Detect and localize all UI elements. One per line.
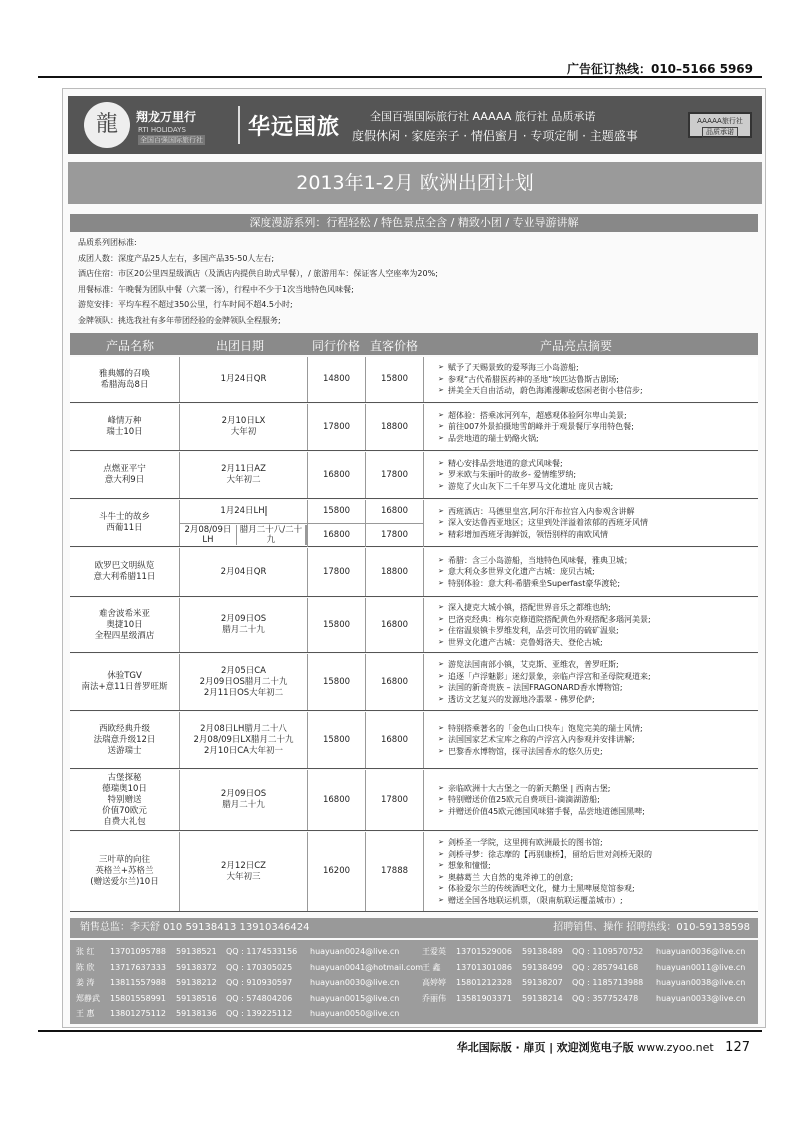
product-name[interactable] [70, 357, 180, 402]
highlight-item: ➢ 深入安达鲁西亚地区；这里到处洋溢着浓郁的西班牙风情 [438, 517, 648, 529]
contact-qq: QQ : 357752478 [572, 993, 639, 1003]
agency-name: 华远国旅 [248, 115, 341, 140]
badge-line-1: AAAAA旅行社 [697, 117, 743, 125]
product-name-line: 价值70欧元 [102, 805, 147, 816]
highlights-list [438, 837, 652, 906]
highlights-cell [424, 832, 758, 911]
highlight-item: ➢ 透访文艺复兴的发源地冷翡翠 - 佛罗伦萨; [438, 694, 651, 706]
departure-date-line: 大年初 [230, 427, 257, 437]
departure-date-text [221, 861, 266, 883]
product-name-line: 意大利希腊11日 [93, 572, 156, 582]
contact-mobile[interactable]: 15801212328 [456, 978, 512, 987]
product-name[interactable] [70, 548, 180, 596]
product-name-line: 三叶草的向往 [98, 855, 150, 865]
highlights-list [438, 783, 645, 818]
highlight-item: ➢ 体验爱尔兰的传统酒吧文化，健力士黑啤展览馆参观; [438, 883, 652, 895]
direct-price: 15800 [366, 357, 424, 402]
contact-qq: QQ : 1185713988 [572, 978, 644, 987]
highlight-item: ➢ 参观“古代希腊医药神的圣地”埃匹达鲁斯古剧场; [438, 374, 643, 386]
header-departure-date: 出团日期 [216, 339, 265, 353]
product-name-line: 德瑞奥10日 [102, 783, 147, 794]
peer-price: 16800 [308, 524, 366, 548]
direct-price: 17888 [366, 832, 424, 911]
departure-date-text [180, 525, 307, 545]
product-name-line: 希腊海岛8日 [100, 379, 149, 390]
departure-date-line: 大年初三 [226, 871, 261, 882]
contact-phone: 59138212 [176, 978, 217, 987]
highlights-list [438, 458, 613, 493]
highlight-item: ➢ 精彩增加西班牙海鲜饭，领悟别样的南欧风情 [438, 529, 648, 541]
feature-line: 游览安排：平均车程不超过350公里，行车时间不超4.5小时; [78, 300, 293, 309]
departure-date-line: 大年初二 [226, 475, 261, 485]
slogan-line-2: 度假休闲 · 家庭亲子 · 情侣蜜月 · 专项定制 · 主题盛事 [352, 129, 638, 143]
highlights-cell [424, 598, 758, 652]
highlight-item: ➢ 亲临欧洲十大古堡之一的新天鹅堡 | 西南古堡; [438, 783, 645, 795]
departure-date-line: 腊月二十九 [222, 800, 265, 810]
contact-email[interactable]: huayuan0033@live.cn [656, 993, 746, 1003]
product-name-line: 奥捷10日 [106, 619, 143, 630]
page-number: 127 [725, 1040, 750, 1055]
footer-separator: | [549, 1041, 554, 1054]
departure-date-text [221, 567, 267, 578]
peer-price: 17800 [308, 404, 366, 450]
departure-date [180, 712, 308, 768]
sales-director: 销售总监：李天舒 010 59138413 13910346424 [80, 922, 310, 933]
departure-date-text [221, 789, 266, 811]
highlight-item: ➢ 超体验：搭乘冰河列车，超感观体验阿尔卑山美景; [438, 410, 634, 422]
contact-entry [70, 991, 399, 1007]
product-name[interactable] [70, 770, 180, 830]
highlight-item: ➢ 西班酒店：马德里皇宫,阿尔汗布拉宫入内参观含讲解 [438, 506, 648, 518]
contact-entry [70, 975, 399, 991]
highlight-item: ➢ 希腊：含三小岛游船，当地特色风味餐，雅典卫城； [438, 555, 632, 567]
product-name-line: 斗牛士的故乡 [98, 512, 150, 522]
header-peer-price: 同行价格 [312, 339, 361, 353]
contact-email[interactable]: huayuan0030@live.cn [310, 978, 400, 987]
departure-date-text [221, 614, 266, 636]
product-name-text [99, 512, 150, 534]
departure-date-line: 2月09日OS [220, 614, 267, 624]
contact-qq: QQ : 139225112 [226, 1009, 293, 1018]
highlights-cell [424, 548, 758, 596]
contact-email[interactable]: huayuan0024@live.cn [310, 947, 400, 956]
edition-label: 华北国际版 · 扉页 [456, 1041, 546, 1054]
table-row [70, 770, 758, 831]
product-name[interactable] [70, 832, 180, 911]
recruit-hotline: 招聘销售、操作 招聘热线：010-59138598 [553, 922, 750, 933]
contact-phone: 59138521 [176, 947, 217, 956]
product-name-line: 全程四星级酒店 [94, 630, 155, 641]
highlights-cell [424, 654, 758, 710]
contact-email[interactable]: huayuan0011@live.cn [656, 962, 746, 972]
departure-date-text [194, 724, 294, 757]
contact-email[interactable]: huayuan0036@live.cn [656, 947, 746, 956]
departure-date-line: 2月10日LX [221, 416, 266, 426]
table-row [70, 598, 758, 653]
departure-date-text [221, 464, 266, 486]
highlights-cell [424, 357, 758, 402]
table-row [70, 832, 758, 912]
product-name-line: 西欧经典升级 [98, 723, 150, 734]
departure-date-line: 1月24日LH [220, 506, 265, 517]
welcome-text: 欢迎浏览电子版 [556, 1041, 634, 1054]
badge-line-2: 品质承诺 [702, 127, 738, 138]
highlight-item: ➢ 并赠送价值45欧元德国风味猪手餐，品尝地道德国黑啤; [438, 806, 645, 818]
direct-price: 18800 [366, 548, 424, 596]
contact-mobile[interactable]: 13701301086 [456, 962, 512, 972]
highlight-item: ➢ 意大利众多世界文化遗产古城：庞贝古城; [438, 566, 632, 578]
direct-price: 17800 [366, 770, 424, 830]
departure-date-line: 2月08/09日LH [180, 525, 237, 545]
product-name-line: 点燃亚平宁 [103, 464, 146, 474]
direct-price: 16800 [366, 712, 424, 768]
departure-date [180, 654, 308, 710]
highlights-list [438, 723, 643, 758]
feature-line: 酒店住宿：市区20公里四星级酒店（及酒店内提供自助式早餐），/ 旅游用车：保证客人空座率为20%; [78, 269, 438, 278]
product-name-line: 古堡探秘 [107, 772, 142, 783]
contact-phone: 59138136 [176, 1009, 217, 1018]
highlight-item: ➢ 游览法国南部小镇，艾克斯、亚维农，普罗旺斯; [438, 659, 651, 671]
departure-date [180, 770, 308, 830]
product-name-line: 意大利9日 [104, 475, 145, 485]
highlights-list [438, 362, 643, 397]
agency-banner [68, 96, 762, 154]
peer-price: 14800 [308, 357, 366, 402]
banner-divider [238, 106, 240, 144]
departure-date-line: 2月11日OS大年初二 [203, 687, 284, 698]
product-name-text [82, 671, 168, 693]
departure-date [180, 598, 308, 652]
highlight-item: ➢ 罗米欧与朱丽叶的故乡- 爱情维罗纳; [438, 469, 613, 481]
direct-price: 18800 [366, 404, 424, 450]
direct-price: 16800 [366, 500, 424, 523]
peer-price: 16200 [308, 832, 366, 911]
contact-phone: 59138207 [522, 978, 563, 987]
peer-price: 16800 [308, 770, 366, 830]
departure-date [180, 452, 308, 498]
contact-email[interactable]: huayuan0015@live.cn [310, 993, 400, 1003]
contact-name: 张 红 [76, 947, 95, 956]
contact-phone: 59138516 [176, 993, 217, 1003]
departure-date-line: 2月09日OS [220, 789, 267, 799]
departure-date-line: 2月08日LH腊月二十八 [200, 723, 287, 734]
peer-price: 15800 [308, 598, 366, 652]
dragon-logo-icon: 龍 [84, 102, 130, 148]
contact-mobile[interactable]: 13581903371 [456, 993, 512, 1003]
contact-qq: QQ : 1109570752 [572, 947, 644, 956]
product-name-text [94, 561, 156, 583]
highlight-item: ➢ 世界文化遗产古城：克鲁姆洛夫、登伦古城; [438, 637, 651, 649]
direct-price: 17800 [366, 452, 424, 498]
highlight-item: ➢ 追逐「卢浮魅影」迷幻景象，亲临卢浮宫和圣母院观道来; [438, 671, 651, 683]
departure-date [180, 832, 308, 911]
highlight-item: ➢ 剑桥寻梦：徐志摩的【再别康桥】，留给后世对剑桥无限的 [438, 849, 652, 861]
contact-qq: QQ : 910930597 [226, 978, 293, 987]
feature-line: 品质系列团标准: [78, 238, 137, 247]
product-name-line: 欧罗巴文明纵览 [94, 561, 155, 571]
departure-date-line: 2月09日OS腊月二十九 [199, 676, 288, 687]
top-divider [38, 76, 762, 78]
departure-date-line: 腊月二十九 [222, 625, 265, 635]
direct-price: 16800 [366, 598, 424, 652]
product-name-text [102, 773, 147, 828]
product-name-line: 雅典娜的召唤 [98, 368, 150, 379]
product-name-line: 西葡11日 [106, 523, 143, 533]
departure-date-text [222, 416, 266, 438]
product-name[interactable] [70, 598, 180, 652]
contact-name: 姜 涛 [76, 978, 95, 987]
highlights-list [438, 555, 632, 590]
date-price-subrow [180, 524, 424, 548]
ad-hotline: 广告征订热线：010–5166 5969 [566, 62, 753, 76]
highlights-cell [424, 712, 758, 768]
highlight-item: ➢ 赠送全国各地联运机票，（限南航联运覆盖城市）; [438, 895, 652, 907]
contact-phone: 59138214 [522, 993, 563, 1003]
site-url[interactable]: www.zyoo.net [637, 1041, 714, 1054]
direct-price: 17800 [366, 524, 424, 548]
highlight-item: ➢ 法国国家艺术宝库之称的卢浮宫入内参观并安排讲解; [438, 734, 643, 746]
contact-qq: QQ : 574804206 [226, 993, 293, 1003]
product-name-line: 自费大礼包 [103, 816, 146, 827]
contact-entry [416, 960, 745, 976]
peer-price: 15800 [308, 712, 366, 768]
departure-date-line: 2月10日CA大年初一 [204, 745, 283, 756]
highlight-item: ➢ 特别赠送价值25欧元自费项目-滴滴湖游船; [438, 794, 645, 806]
highlight-item: ➢ 法国的新奇贵族 – 法国FRAGONARD香水博物馆; [438, 682, 651, 694]
series-subtitle: 深度漫游系列：行程轻松 / 特色景点全含 / 精致小团 / 专业导游讲解 [70, 214, 758, 232]
highlight-item: ➢ 巴黎香水博物馆，探寻法国香水的悠久历史; [438, 746, 643, 758]
contact-entry [416, 944, 745, 960]
table-row [70, 404, 758, 451]
product-name-text [106, 416, 142, 438]
aaaaa-badge [688, 112, 752, 138]
departure-date-line: 2月11日AZ [221, 464, 266, 474]
product-name[interactable] [70, 452, 180, 498]
contact-mobile[interactable]: 13701529006 [456, 947, 512, 956]
contact-entry [416, 991, 745, 1007]
feature-line: 金牌领队：挑选我社有多年带团经验的金牌领队全程服务; [78, 315, 281, 325]
direct-price: 16800 [366, 654, 424, 710]
date-price-subrow [180, 500, 424, 524]
departure-date-line: 2月04日QR [220, 566, 267, 577]
sales-bar [70, 918, 758, 938]
peer-price: 15800 [308, 654, 366, 710]
table-row [70, 357, 758, 403]
highlights-cell [424, 452, 758, 498]
contact-entry [70, 1006, 399, 1022]
product-name-text [94, 724, 156, 757]
departure-date [180, 500, 308, 523]
highlight-item: ➢ 巴洛克经典：梅尔克修道院搭配黄色外观搭配多瑙河美景; [438, 614, 651, 626]
departure-date-line: 腊月二十八/二十九 [237, 525, 306, 545]
departure-date [180, 357, 308, 402]
departure-date-line: 1月24日QR [220, 374, 267, 384]
departure-date-line: 2月12日CZ [221, 860, 266, 871]
feature-line: 用餐标准：午晚餐为团队中餐（六菜一汤），行程中不少于1次当地特色风味餐; [78, 284, 354, 294]
highlight-item: ➢ 特别体验：意大利-希腊乘坐Superfast豪华渡轮; [438, 578, 632, 590]
departure-date [180, 524, 308, 548]
highlight-item: ➢ 精心安排品尝地道的意式风味餐; [438, 458, 613, 470]
highlight-item: ➢ 拼美全天自由活动，蔚色海滩漫聊或悠闲老街小巷信步; [438, 385, 643, 397]
peer-price: 15800 [308, 500, 366, 523]
departure-date [180, 404, 308, 450]
product-name-line: 瑞士10日 [106, 427, 143, 437]
contact-directory [70, 940, 758, 1024]
highlights-cell [424, 770, 758, 830]
page-footer [457, 1039, 750, 1055]
highlights-list [438, 410, 634, 445]
contact-entry [70, 944, 399, 960]
departure-date-line: 2月05日CA [221, 665, 266, 676]
highlights-cell [424, 404, 758, 450]
brand-tagline: 全国百强国际旅行社 [140, 136, 203, 144]
departure-date [180, 548, 308, 596]
contact-qq: QQ : 285794168 [572, 962, 639, 972]
contact-name: 王爱英 [422, 947, 446, 956]
contact-name: 陈 欣 [76, 962, 95, 972]
highlights-cell [424, 500, 758, 546]
page-title: 2013年1-2月 欧洲出团计划 [68, 162, 762, 204]
product-name[interactable] [70, 654, 180, 710]
product-name-line: 英格兰+苏格兰 [95, 866, 154, 876]
brand-name-en: RTI HOLIDAYS [138, 126, 186, 134]
contact-mobile[interactable]: 13701095788 [110, 947, 166, 956]
highlights-list [438, 506, 648, 541]
contact-entry [416, 975, 745, 991]
contact-qq: QQ : 170305025 [226, 962, 293, 972]
departure-date-text [200, 666, 288, 699]
header-direct-price: 直客价格 [370, 339, 419, 353]
peer-price: 17800 [308, 548, 366, 596]
highlight-item: ➢ 赋予了天赐景致的爱琴海三小岛游船; [438, 362, 643, 374]
departure-date-text [220, 506, 266, 516]
product-name[interactable] [70, 712, 180, 768]
product-name-line: (赠送爱尔兰)10日 [90, 877, 159, 887]
contact-email[interactable]: huayuan0050@live.cn [310, 1009, 400, 1018]
contact-qq: QQ : 1174533156 [226, 947, 298, 956]
product-name-line: 南法+意11日普罗旺斯 [81, 682, 168, 692]
highlight-item: ➢ 前往007外景拍摄地雪朗峰并于观景餐厅享用特色餐; [438, 421, 634, 433]
bottom-divider [38, 1030, 762, 1032]
contact-entry [70, 960, 423, 976]
header-highlights: 产品亮点摘要 [540, 339, 613, 353]
product-name[interactable] [70, 404, 180, 450]
highlight-item: ➢ 剑桥圣一学院，这里拥有欧洲最长的图书馆; [438, 837, 652, 849]
highlight-item: ➢ 深入捷克大城小镇，搭配世界音乐之都维也纳; [438, 602, 651, 614]
product-name-line: 送游瑞士 [107, 745, 142, 756]
product-name-text [103, 464, 146, 486]
highlights-list [438, 659, 651, 705]
product-name-line: 法瑞意升级12日 [93, 734, 156, 745]
table-row [70, 712, 758, 769]
table-row [70, 548, 758, 597]
table-row [70, 452, 758, 499]
highlights-list [438, 602, 651, 648]
contact-phone: 59138499 [522, 962, 563, 972]
product-name-text [95, 609, 155, 642]
product-name-line: 峰情万种 [107, 416, 142, 426]
highlight-item: ➢ 品尝地道的瑞士奶酪火锅; [438, 433, 634, 445]
departure-date-line: 2月08/09日LX腊月二十九 [193, 734, 294, 745]
brand-name: 翔龙万里行 [136, 110, 197, 124]
feature-line: 成团人数：深度产品25人左右，多国产品35-50人左右; [78, 253, 275, 263]
contact-phone: 59138372 [176, 962, 217, 972]
contact-name: 乔丽伟 [422, 993, 446, 1003]
header-product-name: 产品名称 [106, 339, 155, 353]
contact-email[interactable]: huayuan0041@hotmail.com [310, 962, 424, 972]
contact-mobile[interactable]: 15801558991 [110, 993, 166, 1003]
contact-name: 王 惠 [76, 1009, 95, 1018]
contact-mobile[interactable]: 13717637333 [110, 962, 166, 972]
highlight-item: ➢ 想象和憧憬; [438, 860, 652, 872]
peer-price: 16800 [308, 452, 366, 498]
highlight-item: ➢ 奥赫葛兰 大自然的鬼斧神工的创意; [438, 872, 652, 884]
product-name-line: 休验TGV [107, 671, 142, 681]
departure-date-text [221, 374, 267, 385]
highlight-item: ➢ 游览了火山灰下二千年罗马文化遗址 庞贝古城; [438, 481, 613, 493]
feature-list [78, 235, 758, 328]
table-row [70, 500, 758, 547]
contact-name: 王 鑫 [422, 962, 441, 972]
slogan-line-1: 全国百强国际旅行社 AAAAA 旅行社 品质承诺 [370, 110, 596, 123]
contact-name: 高婷婷 [422, 978, 446, 987]
contact-name: 郑静武 [76, 993, 100, 1003]
product-name-text [90, 855, 158, 888]
product-name-line: 难舍波希米亚 [98, 608, 150, 619]
table-header [70, 333, 758, 355]
contact-email[interactable]: huayuan0038@live.cn [656, 978, 746, 987]
product-name-line: 特别赠送 [107, 794, 142, 805]
highlight-item: ➢ 特别搭乘著名的「金色山口快车」饱览完美的瑞士风情; [438, 723, 643, 735]
table-row [70, 654, 758, 711]
contact-phone: 59138489 [522, 947, 563, 956]
highlight-item: ➢ 住宿温泉镇卡罗维发利，品尝可饮用的硫矿温泉; [438, 625, 651, 637]
contact-mobile[interactable]: 13811557988 [110, 978, 166, 987]
product-name[interactable] [70, 500, 180, 546]
product-name-text [99, 369, 150, 391]
contact-mobile[interactable]: 13801275112 [110, 1009, 166, 1018]
